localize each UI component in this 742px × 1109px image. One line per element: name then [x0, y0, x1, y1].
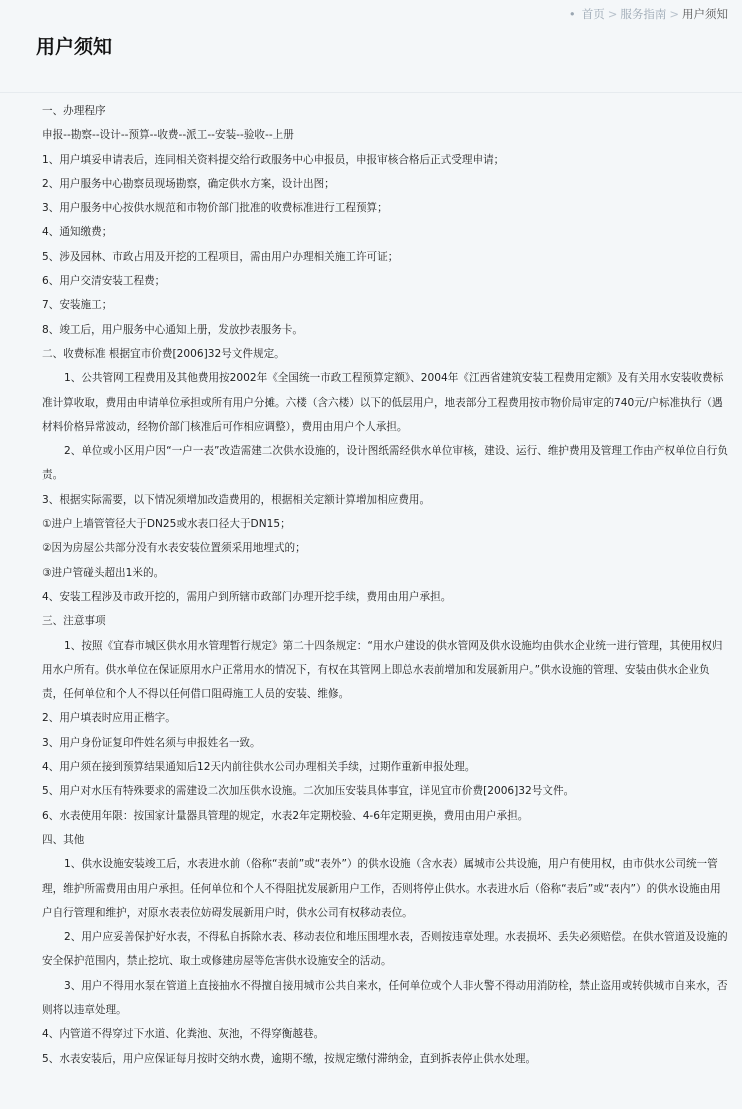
sub-item: ①进户上墙管管径大于DN25或水表口径大于DN15； [42, 518, 291, 531]
paragraph: 1、按照《宜春市城区供水用水管理暂行规定》第二十四条规定：“用水户建设的供水管网及供水设施均由供水企业统一进行管理，其使用权归用水户所有。供水单位在保证原用水户正常用水的情况下，有权在其管网上即总水表前增加和发展新用户。”供水设施的管理、安装由供水企业负责，任何单位和个人不得以任何借口阻碍施工人员的安装、维修。 [42, 639, 723, 701]
section-heading: 三、注意事项 [42, 615, 106, 628]
paragraph: 2、用户应妥善保护好水表，不得私自拆除水表、移动表位和堆压围埋水表，否则按违章处理。水表损坏、丢失必须赔偿。在供水管道及设施的安全保护范围内，禁止挖坑、取土或修建房屋等危害供水设施安全的活动。 [42, 931, 728, 968]
list-item: 4、用户须在接到预算结果通知后12天内前往供水公司办理相关手续，过期作重新申报处理。 [42, 761, 476, 774]
article-content [42, 99, 730, 1071]
list-item: 5、涉及园林、市政占用及开挖的工程项目，需由用户办理相关施工许可证； [42, 250, 399, 263]
paragraph: 4、内管道不得穿过下水道、化粪池、灰池，不得穿衡越巷。 [42, 1028, 325, 1041]
list-item: 8、竣工后，用户服务中心通知上册，发放抄表服务卡。 [42, 323, 303, 336]
list-item: 2、用户服务中心勘察员现场勘察，确定供水方案，设计出图； [42, 177, 335, 190]
sub-item: ③进户管碰头超出1米的。 [42, 566, 165, 579]
breadcrumb [569, 6, 728, 22]
paragraph: 2、单位或小区用户因“一户一表”改造需建二次供水设施的，设计图纸需经供水单位审核，建设、运行、维护费用及管理工作由产权单位自行负责。 [42, 445, 728, 482]
breadcrumb-section-link[interactable]: 服务指南 [620, 7, 667, 21]
paragraph: 3、用户不得用水泵在管道上直接抽水不得擅自接用城市公共自来水，任何单位或个人非火警不得动用消防栓，禁止盗用或转供城市自来水，否则将以违章处理。 [42, 979, 728, 1016]
list-item: 1、用户填妥申请表后，连同相关资料提交给行政服务中心申报员，申报审核合格后正式受理申请； [42, 153, 505, 166]
section-heading: 一、办理程序 [42, 105, 106, 117]
list-item: 3、用户身份证复印件姓名须与申报姓名一致。 [42, 736, 261, 749]
list-item: 3、用户服务中心按供水规范和市物价部门批准的收费标准进行工程预算； [42, 202, 388, 215]
list-item: 5、用户对水压有特殊要求的需建设二次加压供水设施。二次加压安装具体事宜，详见宜市价费[2006]32号文件。 [42, 785, 575, 798]
section-heading: 二、收费标准 根据宜市价费[2006]32号文件规定。 [42, 347, 285, 360]
paragraph: 5、水表安装后，用户应保证每月按时交纳水费，逾期不缴，按规定缴付滞纳金，直到拆表停止供水处理。 [42, 1052, 537, 1065]
bullet-icon: • [568, 7, 576, 21]
divider [0, 92, 742, 93]
paragraph: 1、供水设施安装竣工后，水表进水前（俗称“表前”或“表外”）的供水设施（含水表）属城市公共设施，用户有使用权，由市供水公司统一管理，维护所需费用由用户承担。任何单位和个人不得阻扰发展新用户工作，否则将停止供水。水表进水后（俗称“表后”或“表内”）的供水设施由用户自行管理和维护，对原水表表位妨碍发展新用户时，供水公司有权移动表位。 [42, 858, 721, 919]
process-flow: 申报--勘察--设计--预算--收费--派工--安装--验收--上册 [42, 129, 294, 142]
paragraph: 4、安装工程涉及市政开挖的，需用户到所辖市政部门办理开挖手续，费用由用户承担。 [42, 590, 452, 603]
sub-item: ②因为房屋公共部分没有水表安装位置须采用地埋式的； [42, 542, 306, 555]
list-item: 2、用户填表时应用正楷字。 [42, 712, 176, 725]
breadcrumb-home-link[interactable]: 首页 [581, 7, 605, 21]
breadcrumb-separator-icon: > [607, 7, 618, 21]
list-item: 4、通知缴费； [42, 226, 113, 239]
page-title: 用户须知 [36, 36, 113, 58]
breadcrumb-separator-icon: > [669, 7, 679, 21]
list-item: 6、用户交清安装工程费； [42, 275, 166, 288]
list-item: 6、水表使用年限：按国家计量器具管理的规定，水表2年定期校验、4-6年定期更换，费用由用户承担。 [42, 809, 529, 822]
paragraph: 1、公共管网工程费用及其他费用按2002年《全国统一市政工程预算定额》、2004年《江西省建筑安装工程费用定额》及有关用水安装收费标准计算收取，费用由申请单位承担或所有用户分摊。六楼（含六楼）以下的低层用户，地表部分工程费用按市物价局审定的740元/户标准执行（遇材料价格异常波动，经物价部门核准后可作相应调整），费用由用户个人承担。 [42, 372, 724, 433]
breadcrumb-current: 用户须知 [682, 7, 728, 21]
paragraph: 3、根据实际需要，以下情况须增加改造费用的，根据相关定额计算增加相应费用。 [42, 493, 431, 506]
section-heading: 四、其他 [42, 833, 85, 846]
list-item: 7、安装施工； [42, 299, 113, 312]
